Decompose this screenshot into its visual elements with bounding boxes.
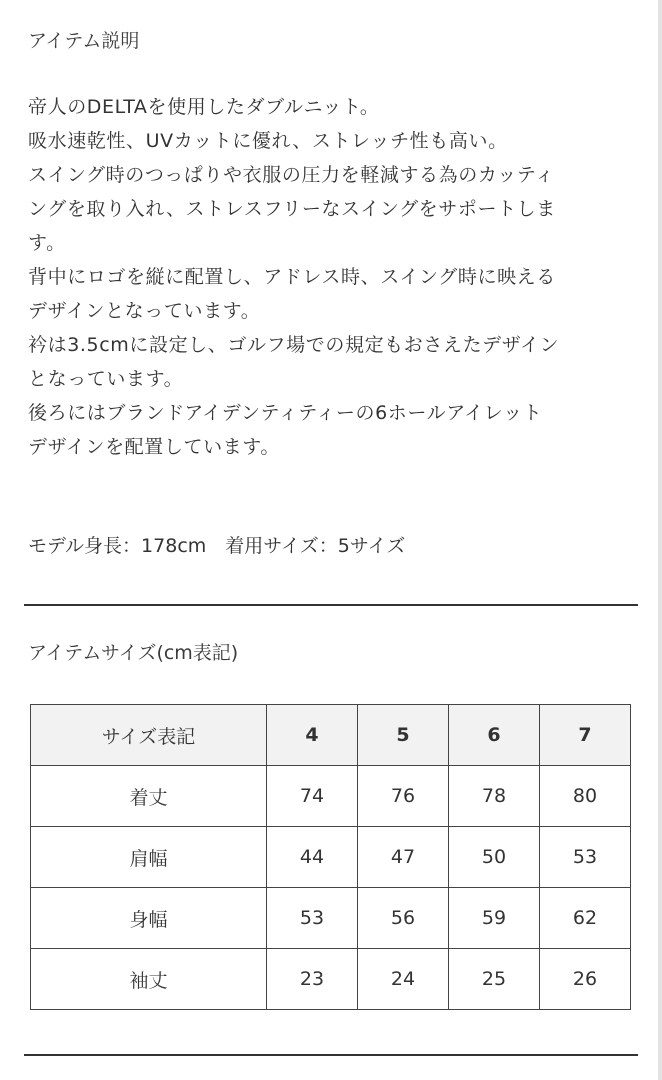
measurement-value: 76: [358, 766, 449, 827]
description-line: となっています。: [28, 368, 184, 390]
measurement-value: 53: [540, 827, 631, 888]
size-table: [30, 704, 631, 1010]
description-line: ングを取り入れ、ストレスフリーなスイングをサポートしま: [28, 198, 556, 220]
measurement-value: 53: [267, 888, 358, 949]
measurement-value: 56: [358, 888, 449, 949]
size-header-cell: 6: [449, 705, 540, 766]
item-description-body: [28, 90, 628, 464]
page-edge-shadow: [658, 0, 662, 1080]
description-line: スイング時のつっぱりや衣服の圧力を軽減する為のカッティ: [28, 164, 555, 186]
item-description-title: アイテム説明: [28, 30, 140, 52]
size-header-cell: 5: [358, 705, 449, 766]
measurement-value: 62: [540, 888, 631, 949]
description-line: 吸水速乾性、UVカットに優れ、ストレッチ性も高い。: [28, 130, 508, 152]
size-table-header-row: [31, 705, 631, 766]
model-info: モデル身長：178cm 着用サイズ：5サイズ: [28, 535, 406, 557]
description-line: 帝人のDELTAを使用したダブルニット。: [28, 96, 380, 118]
item-size-title: アイテムサイズ(cm表記): [28, 642, 239, 664]
description-line: デザインを配置しています。: [28, 436, 280, 458]
description-line: デザインとなっています。: [28, 300, 261, 322]
description-line: 背中にロゴを縦に配置し、アドレス時、スイング時に映える: [28, 266, 556, 288]
measurement-value: 24: [358, 949, 449, 1010]
measurement-value: 23: [267, 949, 358, 1010]
measurement-value: 74: [267, 766, 358, 827]
table-row: [31, 766, 631, 827]
description-line: 衿は3.5cmに設定し、ゴルフ場での規定もおさえたデザイン: [28, 334, 560, 356]
measurement-label: 肩幅: [31, 827, 267, 888]
section-divider: [24, 604, 638, 606]
measurement-value: 78: [449, 766, 540, 827]
measurement-label: 袖丈: [31, 949, 267, 1010]
description-line: す。: [28, 232, 66, 254]
measurement-label: 着丈: [31, 766, 267, 827]
measurement-value: 25: [449, 949, 540, 1010]
section-divider: [24, 1054, 638, 1056]
table-row: [31, 827, 631, 888]
description-line: 後ろにはブランドアイデンティティーの6ホールアイレット: [28, 402, 543, 424]
size-header-label: サイズ表記: [31, 705, 267, 766]
table-row: [31, 888, 631, 949]
table-row: [31, 949, 631, 1010]
measurement-value: 26: [540, 949, 631, 1010]
measurement-value: 50: [449, 827, 540, 888]
measurement-value: 44: [267, 827, 358, 888]
measurement-label: 身幅: [31, 888, 267, 949]
size-header-cell: 4: [267, 705, 358, 766]
measurement-value: 59: [449, 888, 540, 949]
measurement-value: 47: [358, 827, 449, 888]
measurement-value: 80: [540, 766, 631, 827]
size-header-cell: 7: [540, 705, 631, 766]
